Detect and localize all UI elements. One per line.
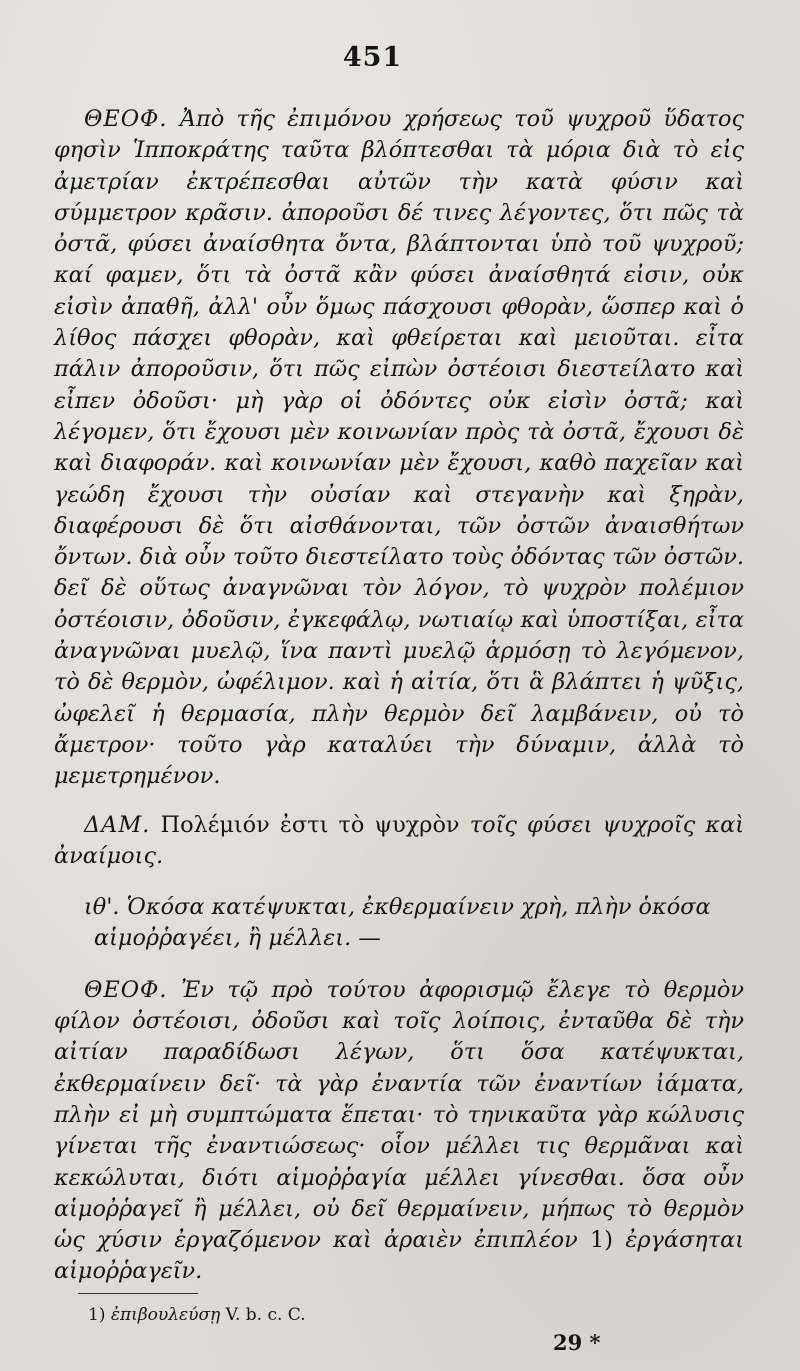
speaker-label: ΘΕΟΦ. <box>84 106 168 132</box>
paragraph-text: Ἐν τῷ πρὸ τούτου ἀφορισμῷ ἔλεγε τὸ θερμὸν φίλον ὀστέοισι, ὀδοῦσι καὶ τοῖς λοίποις, ἐνταῦθα δὲ τὴν αἰτίαν παραδίδωσι λέγων, ὅτι ὅσα κατέψυκται, ἐκθερμαίνειν δεῖ· τὰ γὰρ ἐναντία τῶν ἐναντίων ἰάματα, πλὴν εἰ μὴ συμπτώματα ἕπεται· τὸ τηνικαῦτα γὰρ κώλυσις γίνεται τῆς ἐναντιώσεως· οἷον μέλλει τις θερμᾶναι καὶ κεκώλυται, διότι αἱμοῤῥαγία μέλλει γίνεσθαι. ὅσα οὖν αἱμοῤῥαγεῖ ἢ μέλλει, οὐ δεῖ θερμαίνειν, μήπως τὸ θερμὸν ὡς χύσιν ἐργαζόμενον καὶ ἀραιὲν ἐπιπλέον <box>54 976 744 1254</box>
theoph-paragraph-2 <box>54 975 744 1288</box>
dam-paragraph <box>54 810 744 873</box>
paragraph-text: τοῖς φύσει ψυχροῖς καὶ ἀναίμοις. <box>54 811 744 869</box>
paragraph-text-end: ἐργάσηται αἱμοῤῥαγεῖν. <box>54 1227 744 1285</box>
main-text <box>54 104 744 1288</box>
footnote-reference[interactable]: 1) <box>590 1227 613 1254</box>
speaker-label: ΘΕΟΦ. <box>84 976 168 1003</box>
theoph-paragraph-1 <box>54 104 744 793</box>
aphorism <box>54 892 744 955</box>
paragraph-text-upright: Πολέμιόν ἐστι τὸ ψυχρὸν <box>160 811 460 838</box>
footnote <box>88 1305 306 1325</box>
paragraph-text: Ἀπὸ τῆς ἐπιμόνου χρήσεως τοῦ ψυχροῦ ὕδατος φησὶν Ἱπποκράτης ταῦτα βλόπτεσθαι τὰ μόρια διὰ τὸ εἰς ἀμετρίαν ἐκτρέπεσθαι αὐτῶν τὴν κατὰ φύσιν καὶ σύμμετρον κρᾶσιν. ἀποροῦσι δέ τινες λέγοντες, ὅτι πῶς τὰ ὀστᾶ, φύσει ἀναίσθητα ὄντα, βλάπτονται ὑπὸ τοῦ ψυχροῦ; καί φαμεν, ὅτι τὰ ὀστᾶ κἂν φύσει ἀναίσθητά εἰσιν, οὐκ εἰσὶν ἀπαθῆ, ἀλλ' οὖν ὅμως πάσχουσι φθορὰν, ὥσπερ καὶ ὁ λίθος πάσχει φθορὰν, καὶ φθείρεται καὶ μειοῦται. εἶτα πάλιν ἀποροῦσιν, ὅτι πῶς εἰπὼν ὀστέοισι διεστείλατο καὶ εἶπεν ὀδοῦσι· μὴ γὰρ οἱ ὀδόντες οὐκ εἰσὶν ὀστᾶ; καὶ λέγομεν, ὅτι ἔχουσι μὲν κοινωνίαν πρὸς τὰ ὀστᾶ, ἔχουσι δὲ καὶ διαφοράν. καὶ κοινωνίαν μὲν ἔχουσι, καθὸ παχεῖαν καὶ γεώδη ἔχουσι τὴν οὐσίαν καὶ στεγανὴν καὶ ξηρὰν, διαφέρουσι δὲ ὅτι αἰσθάνονται, τῶν ὀστῶν ἀναισθήτων ὄντων. διὰ οὖν τοῦτο διεστείλατο τοὺς ὀδόντας τῶν ὀστῶν. δεῖ δὲ οὕτως ἀναγνῶναι τὸν λόγον, τὸ ψυχρὸν πολέμιον ὀστέοισιν, ὀδοῦσιν, ἐγκεφάλῳ, νωτιαίῳ καὶ ὑποστίξαι, εἶτα ἀναγνῶναι μυελῷ, ἵνα παντὶ μυελῷ ἁρμόσῃ τὸ λεγόμενον, τὸ δὲ θερμὸν, ὠφέλιμον. καὶ ἡ αἰτία, ὅτι ἃ βλάπτει ἡ ψῦξις, ὠφελεῖ ἡ θερμασία, πλὴν θερμὸν δεῖ λαμβάνειν, οὐ τὸ ἄμετρον· τοῦτο γὰρ καταλύει τὴν δύναμιν, ἀλλὰ τὸ μεμετρημένον. <box>54 106 744 790</box>
aphorism-line-1: Ὁκόσα κατέψυκται, ἐκθερμαίνειν χρὴ, πλὴν ὁκόσα <box>126 894 711 921</box>
footnote-marker: 1) <box>88 1305 106 1325</box>
aphorism-line-2: αἱμοῤῥαγέει, ἢ μέλλει. — <box>94 925 381 952</box>
page-number: 451 <box>342 42 403 73</box>
footnote-greek: ἐπιβουλεύσῃ <box>110 1305 221 1325</box>
signature-mark: 29 * <box>553 1330 601 1355</box>
speaker-label: ΔΑΜ. <box>84 811 151 838</box>
footnote-source: V. b. c. C. <box>225 1305 306 1325</box>
footnote-divider <box>78 1293 198 1294</box>
aphorism-number: ιθ'. <box>84 894 120 921</box>
